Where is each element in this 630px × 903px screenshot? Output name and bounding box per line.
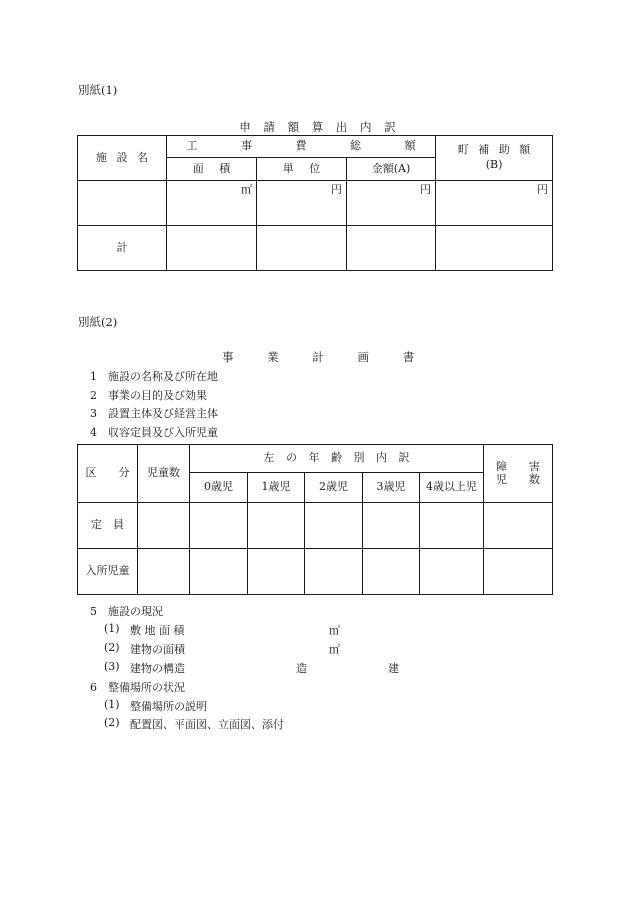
sub-item-number: (2) <box>104 641 120 654</box>
enrolled-row <box>78 549 553 595</box>
subsidy-cell: 円 <box>436 181 553 226</box>
enrolled-label: 入所児童 <box>78 549 138 595</box>
age-3-header: 3歳児 <box>363 473 420 503</box>
table-row <box>78 181 553 226</box>
sheet1-title: 申 請 額 算 出 内 訳 <box>239 120 396 134</box>
age-2-header: 2歳児 <box>305 473 363 503</box>
sub-item-label: 配置図、平面図、立面図、添付 <box>130 718 284 731</box>
sub-item-unit: 建 <box>388 662 399 675</box>
list-item: 6 整備場所の状況 <box>90 681 185 694</box>
enrollment-table <box>77 444 553 595</box>
sub-item-number: (1) <box>104 622 120 635</box>
list-item: 2 事業の目的及び効果 <box>90 389 207 402</box>
category-header: 区 分 <box>78 445 138 503</box>
sheet2-label: 別紙(2) <box>78 315 118 329</box>
total-label: 計 <box>78 226 167 271</box>
age-1-header: 1歳児 <box>248 473 305 503</box>
sub-item-label: 建物の構造 <box>130 662 185 675</box>
unit-header: 単 位 <box>257 158 347 181</box>
list-item: 1 施設の名称及び所在地 <box>90 370 218 383</box>
sheet2-title: 事 業 計 画 書 <box>222 350 415 364</box>
sub-item-number: (2) <box>104 716 120 729</box>
amount-header: 金額(A) <box>347 158 436 181</box>
area-cell: ㎡ <box>167 181 257 226</box>
list-item: 4 収容定員及び入所児童 <box>90 426 218 439</box>
subsidy-header: 町 補 助 額 (B) <box>436 136 553 181</box>
sub-item-number: (3) <box>104 660 120 673</box>
capacity-label: 定 員 <box>78 503 138 549</box>
unit-cell: 円 <box>257 181 347 226</box>
age-breakdown-header: 左 の 年 齢 別 内 訳 <box>190 445 484 473</box>
area-header: 面 積 <box>167 158 257 181</box>
sub-item-label: 建物の面積 <box>130 643 185 656</box>
sheet1-label: 別紙(1) <box>78 83 118 97</box>
facility-name-cell <box>78 181 167 226</box>
capacity-row <box>78 503 553 549</box>
sub-item-label: 整備場所の説明 <box>130 700 207 713</box>
list-item: 5 施設の現況 <box>90 605 163 618</box>
children-count-header: 児童数 <box>138 445 190 503</box>
construction-cost-header: 工 事 費 総 額 <box>167 136 436 158</box>
sub-item-label: 敷 地 面 積 <box>130 624 185 637</box>
sub-item-unit: ㎡ <box>329 643 340 656</box>
age-0-header: 0歳児 <box>190 473 248 503</box>
sub-item-number: (1) <box>104 698 120 711</box>
calculation-table <box>77 135 553 271</box>
age-4-plus-header: 4歳以上児 <box>420 473 484 503</box>
facility-name-header: 施 設 名 <box>78 136 167 181</box>
sub-item-unit: ㎡ <box>329 624 340 637</box>
total-row <box>78 226 553 271</box>
amount-cell: 円 <box>347 181 436 226</box>
disability-header: 障 害 児 数 <box>484 445 553 503</box>
list-item: 3 設置主体及び経営主体 <box>90 407 218 420</box>
sub-item-unit: 造 <box>296 662 307 675</box>
